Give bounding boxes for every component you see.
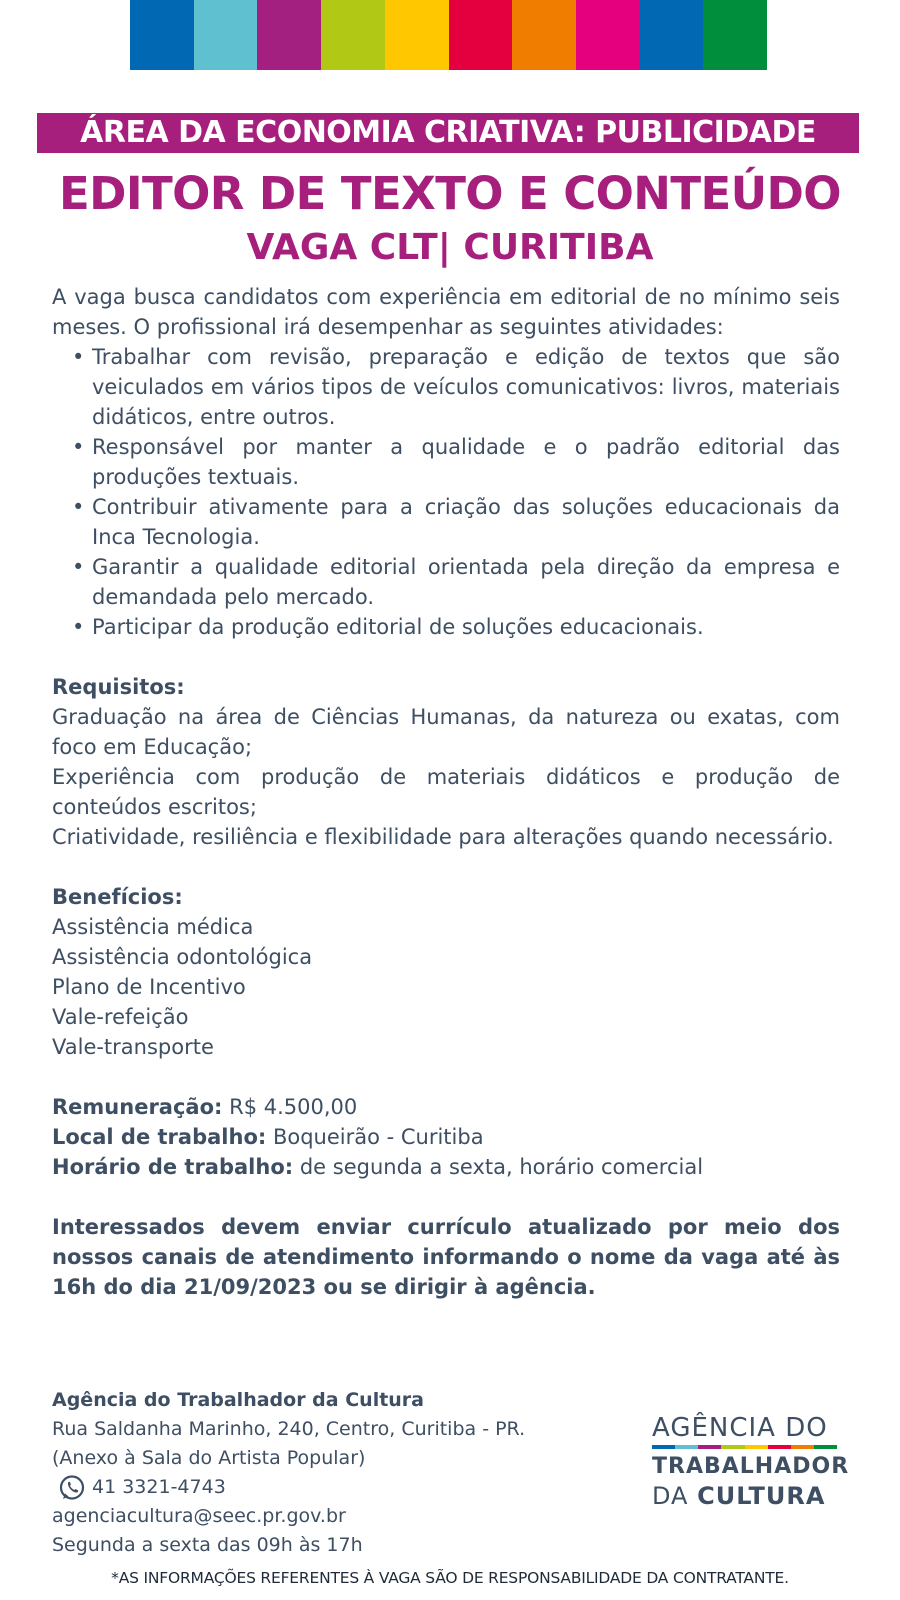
stripe-segment [257, 0, 321, 70]
stripe-segment [194, 0, 258, 70]
intro-paragraph: A vaga busca candidatos com experiência em editorial de no mínimo seis meses. O profissional irá desempenhar as seguintes atividades: [52, 285, 840, 339]
logo-line-2: TRABALHADOR [652, 1454, 850, 1479]
stripe-segment [640, 0, 704, 70]
requirements-label: Requisitos: [52, 675, 185, 699]
bullet-icon: • [72, 345, 85, 369]
benefit-item: Assistência médica [52, 915, 254, 939]
duties-list [72, 342, 840, 642]
agency-email[interactable]: agenciacultura@seec.pr.gov.br [52, 1505, 346, 1527]
job-details [52, 1092, 840, 1182]
stripe-segment [385, 0, 449, 70]
benefit-item: Assistência odontológica [52, 945, 313, 969]
benefit-item: Vale-refeição [52, 1005, 189, 1029]
phone-row [52, 1473, 652, 1502]
agency-hours: Segunda a sexta das 09h às 17h [52, 1534, 363, 1556]
list-item: • Garantir a qualidade editorial orientada pela direção da empresa e demandada pelo mercado. [72, 552, 840, 612]
salary-value: R$ 4.500,00 [222, 1095, 358, 1119]
logo-line-3: DA CULTURA [652, 1482, 826, 1510]
requirement-item: Experiência com produção de materiais didáticos e produção de conteúdos escritos; [52, 765, 840, 819]
benefit-item: Plano de Incentivo [52, 975, 246, 999]
logo-rule-segment [675, 1445, 698, 1449]
requirement-item: Criatividade, resiliência e flexibilidade para alterações quando necessário. [52, 825, 834, 849]
stripe-segment [321, 0, 385, 70]
job-title: EDITOR DE TEXTO E CONTEÚDO [59, 167, 841, 220]
list-item: • Participar da produção editorial de soluções educacionais. [72, 612, 840, 642]
bullet-icon: • [72, 615, 85, 639]
agency-address: Rua Saldanha Marinho, 240, Centro, Curitiba - PR. [52, 1418, 526, 1440]
stripe-segment [512, 0, 576, 70]
list-item: • Trabalhar com revisão, preparação e edição de textos que são veiculados em vários tipos de veículos comunicativos: livros, materiais didáticos, entre outros. [72, 342, 840, 432]
bullet-icon: • [72, 435, 85, 459]
agency-logo [652, 1413, 850, 1511]
color-stripe-banner [130, 0, 767, 70]
logo-rule-segment [698, 1445, 721, 1449]
agency-contact [52, 1386, 652, 1560]
whatsapp-icon [58, 1474, 86, 1502]
area-heading: ÁREA DA ECONOMIA CRIATIVA: PUBLICIDADE [37, 113, 859, 153]
bullet-icon: • [72, 495, 85, 519]
phone-number[interactable]: 41 3321-4743 [92, 1476, 226, 1498]
location-row: Local de trabalho: Boqueirão - Curitiba [52, 1125, 484, 1149]
stripe-segment [703, 0, 767, 70]
logo-color-rule [652, 1445, 837, 1449]
salary-row: Remuneração: R$ 4.500,00 [52, 1095, 358, 1119]
hours-value: de segunda a sexta, horário comercial [293, 1155, 704, 1179]
requirement-item: Graduação na área de Ciências Humanas, da natureza ou exatas, com foco em Educação; [52, 705, 840, 759]
logo-rule-segment [768, 1445, 791, 1449]
disclaimer: *AS INFORMAÇÕES REFERENTES À VAGA SÃO DE RESPONSABILIDADE DA CONTRATANTE. [111, 1569, 789, 1587]
list-item: • Contribuir ativamente para a criação das soluções educacionais da Inca Tecnologia. [72, 492, 840, 552]
logo-line-1: AGÊNCIA DO [652, 1413, 828, 1443]
logo-rule-segment [721, 1445, 744, 1449]
agency-name: Agência do Trabalhador da Cultura [52, 1389, 425, 1411]
hours-row: Horário de trabalho: de segunda a sexta, horário comercial [52, 1155, 704, 1179]
logo-rule-segment [745, 1445, 768, 1449]
benefits-section [52, 882, 840, 1062]
job-subtitle: VAGA CLT| CURITIBA [246, 227, 654, 268]
benefits-label: Benefícios: [52, 885, 183, 909]
job-description [52, 282, 840, 1302]
list-item: • Responsável por manter a qualidade e o padrão editorial das produções textuais. [72, 432, 840, 492]
stripe-segment [449, 0, 513, 70]
location-value: Boqueirão - Curitiba [266, 1125, 484, 1149]
stripe-segment [576, 0, 640, 70]
stripe-segment [130, 0, 194, 70]
call-to-action: Interessados devem enviar currículo atualizado por meio dos nossos canais de atendimento informando o nome da vaga até às 16h do dia 21/09/2023 ou se dirigir à agência. [52, 1215, 840, 1299]
logo-rule-segment [814, 1445, 837, 1449]
agency-address-note: (Anexo à Sala do Artista Popular) [52, 1447, 366, 1469]
bullet-icon: • [72, 555, 85, 579]
logo-rule-segment [652, 1445, 675, 1449]
benefit-item: Vale-transporte [52, 1035, 214, 1059]
logo-rule-segment [791, 1445, 814, 1449]
requirements-section [52, 672, 840, 852]
